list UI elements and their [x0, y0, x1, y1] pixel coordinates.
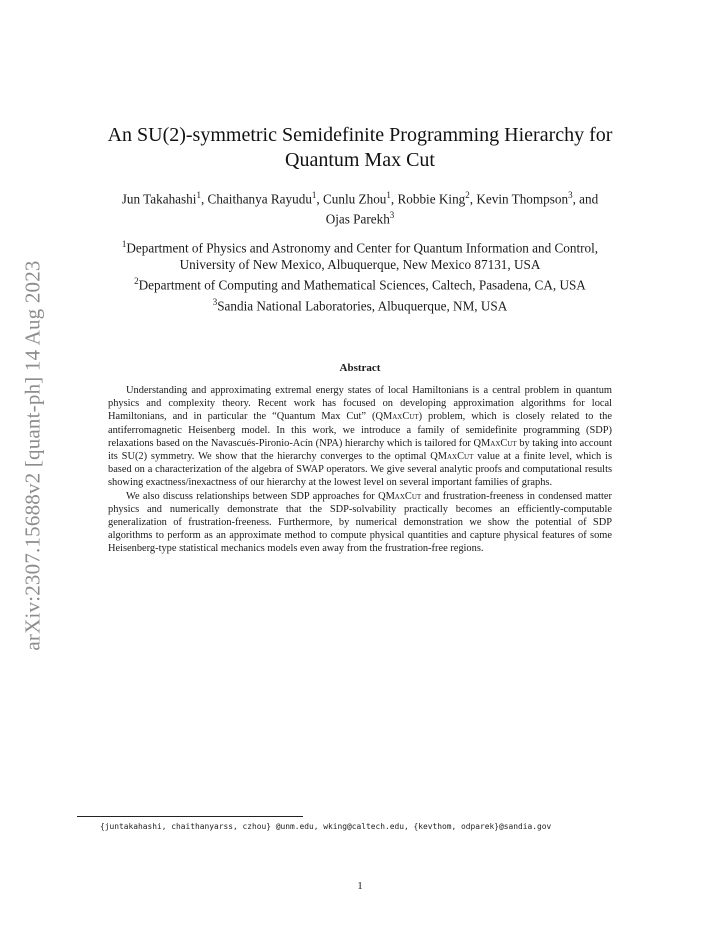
affiliation-text: University of New Mexico, Albuquerque, New Mexico 87131, USA	[179, 256, 541, 272]
affiliation	[70, 294, 650, 315]
qmaxcut-term: QMaxCut	[473, 437, 517, 449]
author-affiliation-mark: 1	[386, 190, 391, 200]
footnote-rule	[77, 816, 303, 817]
title-line-2: Quantum Max Cut	[285, 149, 435, 171]
author-list: Jun Takahashi$^1$, Chaithanya Rayudu$^1$, Cunlu Zhou$^1$, Robbie King$^2$, Kevin Thompson$^3$, and Ojas Parekh$^3$	[121, 190, 599, 227]
abstract-text: and frustration-freeness in condensed matter physics and numerically demonstrate that the SDP-solvability practically becomes an efficiently-computable generalization of frustration-freeness. Furthermore, by numerical demonstration we show the potential of SDP algorithms to perform as an approximate method to compute physical quantities and capture physical features of some Heisenberg-type statistical mechanics models even away from the frustration-free regions.	[108, 490, 612, 555]
abstract-text: Understanding and approximating extremal energy states of local Hamiltonians is a central problem in quantum physics and complexity theory. Recent work has focused on developing approximation algorithms for local Hamiltonians, and in particular the “Quantum Max Cut” (	[108, 385, 612, 423]
affiliation-list	[70, 236, 650, 315]
affiliation-mark: 1	[121, 239, 127, 249]
author-name: Kevin Thompson	[476, 191, 569, 207]
page-number: 1	[357, 880, 363, 892]
title-line-1: An SU(2)-symmetric Semidefinite Programming Hierarchy for	[107, 124, 613, 146]
author-affiliation-mark: 2	[465, 190, 470, 200]
author-name: Robbie King	[397, 191, 466, 207]
affiliation-continued	[70, 257, 650, 274]
affiliation-mark: 3	[212, 297, 218, 308]
author-affiliation-mark: 1	[196, 190, 201, 200]
affiliation-mark: 2	[134, 276, 139, 287]
abstract-text: value at a finite level, which is based on a characterization of the algebra of SWAP operators. We give several analytic proofs and computational results showing exactness/inexactness of our hierarchy at the lowest level on several important families of graphs.	[108, 451, 612, 489]
arxiv-identifier[interactable]: arXiv:2307.15688v2 [quant-ph] 14 Aug 2023	[20, 259, 45, 651]
qmaxcut-term: QMaxCut	[378, 490, 422, 502]
author-name: Cunlu Zhou	[323, 191, 387, 207]
author-name: Ojas Parekh	[325, 211, 390, 227]
affiliation-text: Sandia National Laboratories, Albuquerque, NM, USA	[217, 298, 508, 314]
footnote-emails[interactable]: {juntakahashi, chaithanyarss, czhou} @unm.edu, wking@caltech.edu, {kevthom, odparek}@sandia.gov	[100, 822, 552, 831]
affiliation	[70, 236, 650, 257]
qmaxcut-term: QMaxCut	[375, 411, 419, 423]
abstract-text: ) problem, which is closely related to the antiferromagnetic Heisenberg model. In this work, we introduce a family of semidefinite programming (SDP) relaxations based on the Navascués-Pironio-Acín (NPA) hierarchy which is tailored for	[108, 411, 612, 449]
affiliation	[70, 273, 650, 294]
author-affiliation-mark: 1	[311, 190, 317, 200]
author-name: Chaithanya Rayudu	[207, 191, 312, 207]
abstract-paragraph	[108, 490, 612, 556]
author-conjunction: and	[579, 191, 599, 207]
abstract-body	[108, 384, 612, 556]
author-affiliation-mark: 3	[389, 210, 395, 221]
paper-title	[80, 123, 640, 173]
abstract-heading: Abstract	[339, 362, 381, 374]
abstract-text: by taking into account its SU(2) symmetry. We show that the hierarchy converges to the optimal	[108, 437, 612, 463]
arxiv-stamp	[10, 230, 56, 680]
affiliation-text: Department of Physics and Astronomy and Center for Quantum Information and Control,	[126, 240, 599, 256]
author-affiliation-mark: 3	[568, 190, 573, 200]
author-name: Jun Takahashi	[121, 191, 197, 207]
affiliation-text: Department of Computing and Mathematical Sciences, Caltech, Pasadena, CA, USA	[138, 277, 586, 293]
abstract-paragraph	[108, 384, 612, 490]
qmaxcut-term: QMaxCut	[430, 451, 474, 463]
abstract-text: We also discuss relationships between SDP approaches for	[126, 490, 379, 502]
